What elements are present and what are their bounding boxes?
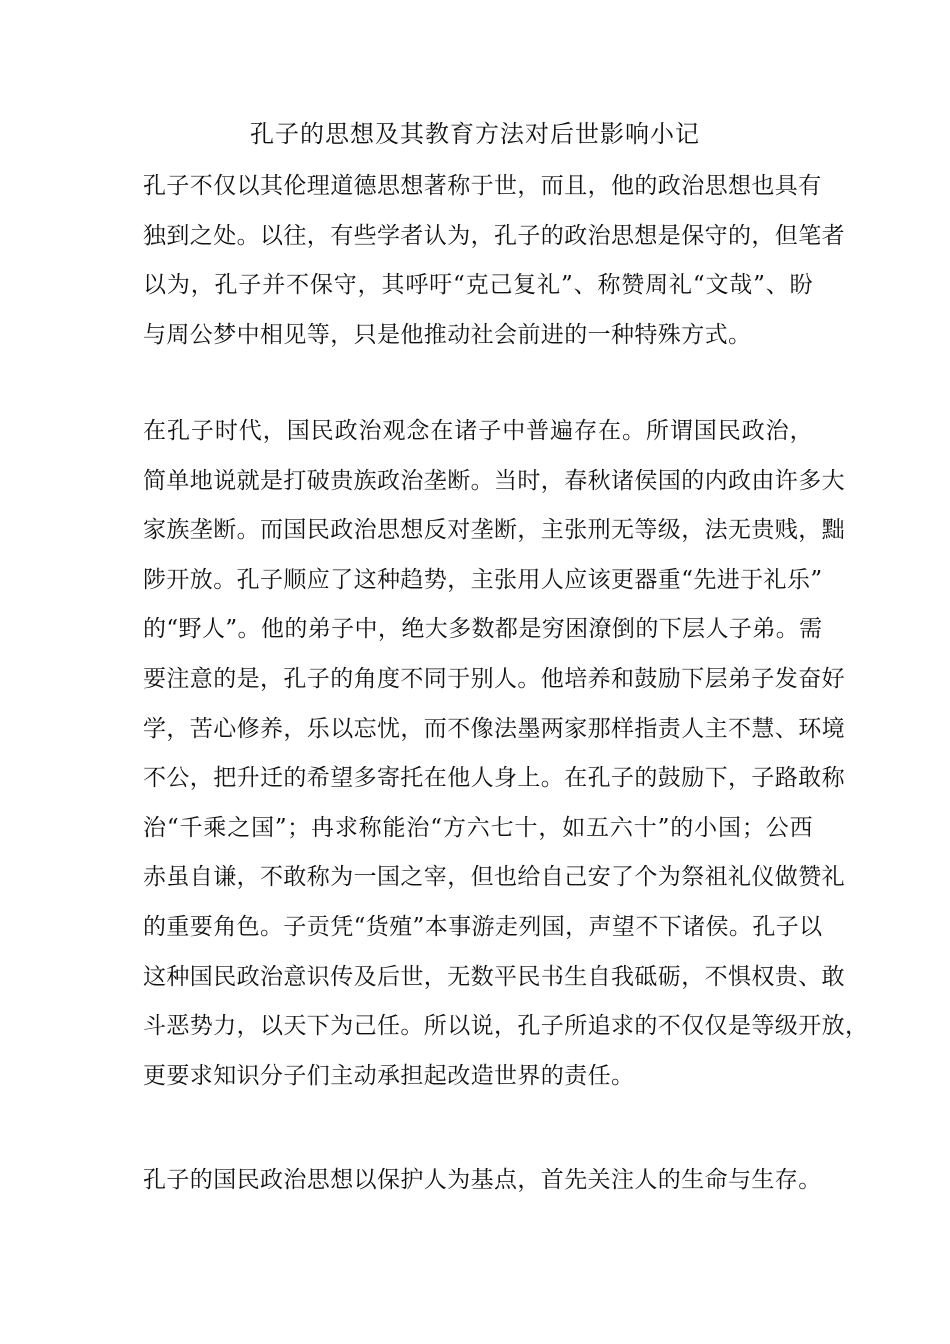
paragraph-line: 与周公梦中相见等，只是他推动社会前进的一种特殊方式。: [143, 321, 752, 348]
paragraph-1: [143, 162, 845, 360]
paragraph-line: 家族垄断。而国民政治思想反对垄断，主张刑无等级，法无贵贱，黜: [143, 517, 845, 544]
paragraph-2: [143, 407, 869, 1101]
paragraph-line: 陟开放。孔子顺应了这种趋势，主张用人应该更器重“先进于礼乐”: [143, 566, 823, 593]
document-title: 孔子的思想及其教育方法对后世影响小记: [250, 120, 700, 148]
paragraph-line: 简单地说就是打破贵族政治垄断。当时，春秋诸侯国的内政由许多大: [143, 467, 845, 494]
paragraph-line: 不公，把升迁的希望多寄托在他人身上。在孔子的鼓励下，子路敢称: [143, 765, 845, 792]
paragraph-line: 要注意的是，孔子的角度不同于别人。他培养和鼓励下层弟子发奋好: [143, 665, 845, 692]
paragraph-line: 学，苦心修养，乐以忘忧，而不像法墨两家那样指责人主不慧、环境: [143, 715, 845, 742]
paragraph-line: 以为，孔子并不保守，其呼吁“克己复礼”、称赞周礼“文哉”、盼: [143, 272, 813, 299]
paragraph-line: 这种国民政治意识传及后世，无数平民书生自我砥砺，不惧权贵、敢: [143, 963, 845, 990]
paragraph-line: 的重要角色。子贡凭“货殖”本事游走列国，声望不下诸侯。孔子以: [143, 913, 823, 940]
paragraph-line: 更要求知识分子们主动承担起改造世界的责任。: [143, 1062, 635, 1089]
paragraph-line: 独到之处。以往，有些学者认为，孔子的政治思想是保守的，但笔者: [143, 222, 845, 249]
paragraph-line: 的“野人”。他的弟子中，绝大多数都是穷困潦倒的下层人子弟。需: [143, 616, 823, 643]
paragraph-line: 孔子的国民政治思想以保护人为基点，首先关注人的生命与生存。: [143, 1167, 822, 1193]
paragraph-line: 赤虽自谦，不敢称为一国之宰，但也给自己安了个为祭祖礼仪做赞礼: [143, 864, 845, 891]
paragraph-line: 斗恶势力，以天下为己任。所以说，孔子所追求的不仅仅是等级开放，: [143, 1013, 869, 1040]
paragraph-line: 治“千乘之国”；冉求称能治“方六七十，如五六十”的小国；公西: [143, 814, 813, 841]
paragraph-line: 孔子不仅以其伦理道德思想著称于世，而且，他的政治思想也具有: [143, 173, 822, 199]
paragraph-3: [143, 1156, 822, 1206]
paragraph-line: 在孔子时代，国民政治观念在诸子中普遍存在。所谓国民政治，: [143, 418, 813, 444]
